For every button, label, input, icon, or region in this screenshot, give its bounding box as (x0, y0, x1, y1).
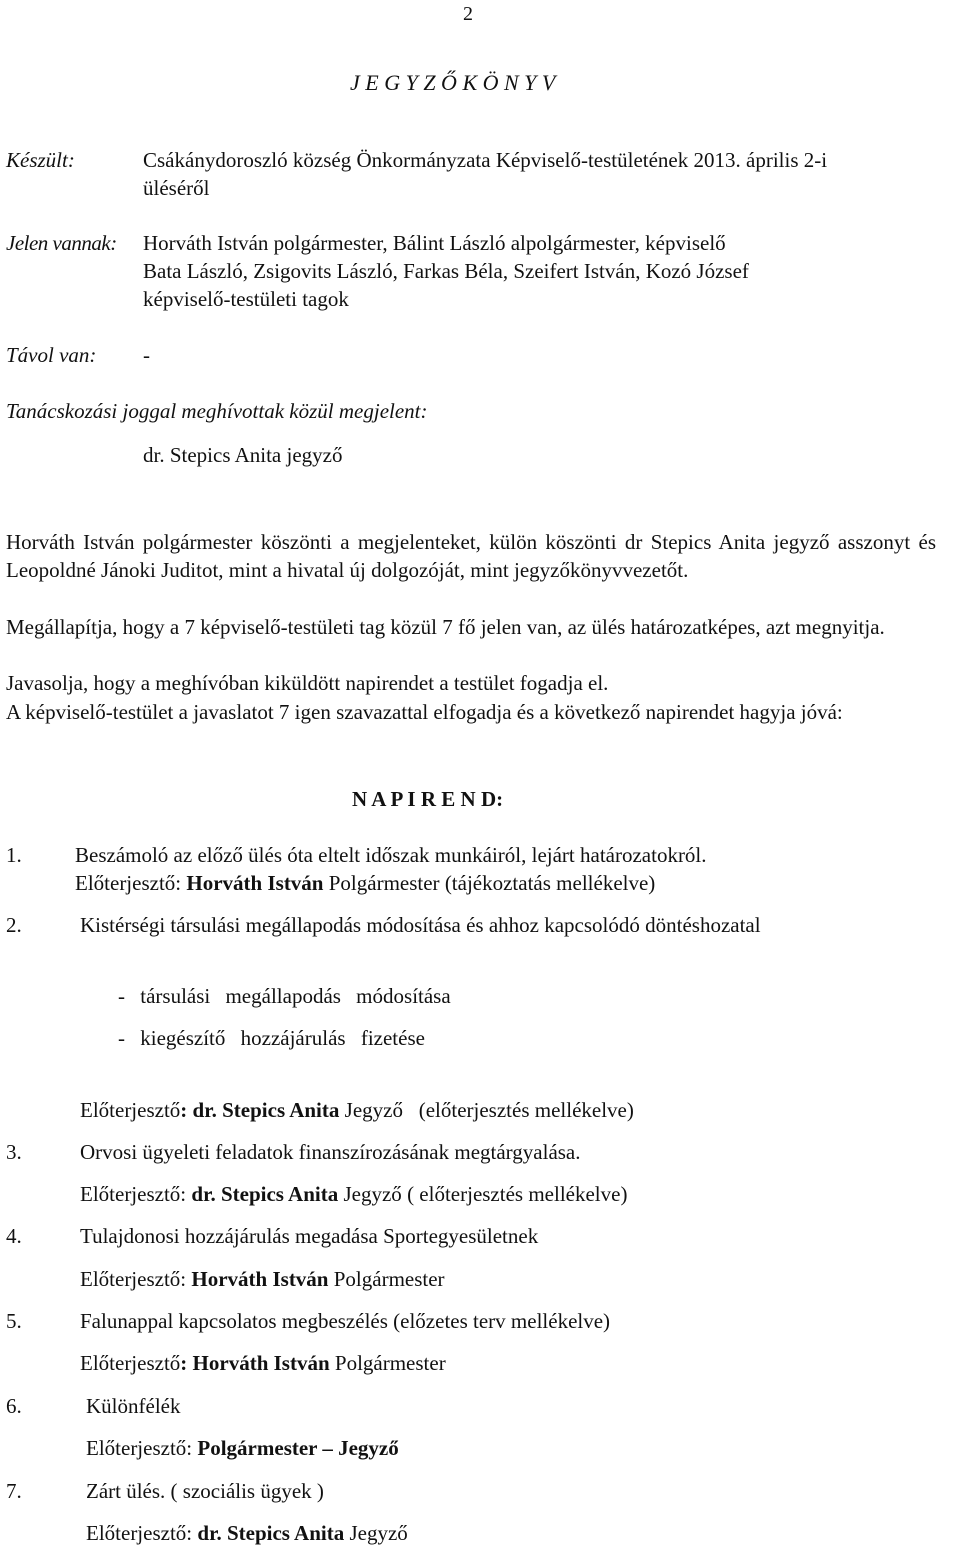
agenda-item-2-number: 2. (6, 913, 22, 937)
presenter-name: dr. Stepics Anita (197, 1521, 345, 1545)
jelen-line-3: képviselő-testületi tagok (143, 287, 349, 311)
agenda-item-6-number: 6. (6, 1394, 22, 1418)
body-paragraph-1: Horváth István polgármester köszönti a megjelenteket, külön köszönti dr Stepics Anita jegyző asszonyt és Leopoldné Jánoki Juditot, mint a hivatal új dolgozóját, mint jegyzőkönyvvezetőt. (6, 530, 936, 582)
agenda-item-7-title: Zárt ülés. ( szociális ügyek ) (86, 1479, 324, 1503)
keszult-label: Készült: (6, 148, 75, 172)
page-number: 2 (463, 3, 473, 25)
presenter-label: Előterjesztő (80, 1098, 181, 1122)
keszult-line-2: üléséről (143, 176, 210, 200)
agenda-item-4-number: 4. (6, 1224, 22, 1248)
agenda-item-1-title: Beszámoló az előző ülés óta eltelt időszak munkáiról, lejárt határozatokról. (75, 843, 707, 867)
agenda-item-2-presenter (80, 1096, 634, 1124)
presenter-role: Polgármester (328, 871, 440, 895)
tavol-label: Távol van: (6, 343, 97, 367)
tanacskozasi-value: dr. Stepics Anita jegyző (143, 443, 343, 467)
presenter-label: Előterjesztő (80, 1351, 181, 1375)
agenda-item-5-presenter (80, 1349, 446, 1377)
presenter-note: (előterjesztés mellékelve) (418, 1098, 634, 1122)
presenter-label: Előterjesztő: (75, 871, 182, 895)
agenda-item-2-title: Kistérségi társulási megállapodás módosítása és ahhoz kapcsolódó döntéshozatal (80, 913, 761, 937)
presenter-name: Horváth István (186, 871, 324, 895)
presenter-label: Előterjesztő: (80, 1267, 187, 1291)
agenda-item-5-title: Falunappal kapcsolatos megbeszélés (előzetes terv mellékelve) (80, 1309, 611, 1333)
jelen-line-1: Horváth István polgármester, Bálint László alpolgármester, képviselő (143, 231, 726, 255)
presenter-name: : dr. Stepics Anita (180, 1098, 340, 1122)
presenter-role: Jegyző (343, 1182, 402, 1206)
presenter-note: (tájékoztatás mellékelve) (444, 871, 656, 895)
agenda-item-3-presenter (80, 1180, 627, 1208)
presenter-label: Előterjesztő: (86, 1436, 193, 1460)
agenda-item-7-presenter (86, 1519, 408, 1547)
jelen-label: Jelen vannak: (6, 231, 117, 255)
agenda-item-5-number: 5. (6, 1309, 22, 1333)
tavol-value: - (143, 343, 150, 367)
agenda-item-7-number: 7. (6, 1479, 22, 1503)
agenda-item-1-number: 1. (6, 843, 22, 867)
agenda-item-6-presenter (86, 1434, 399, 1462)
presenter-role: Polgármester (333, 1267, 445, 1291)
presenter-label: Előterjesztő: (80, 1182, 187, 1206)
agenda-item-4-title: Tulajdonosi hozzájárulás megadása Sportegyesületnek (80, 1224, 539, 1248)
agenda-item-2-subitem-2: - kiegészítő hozzájárulás fizetése (118, 1026, 425, 1050)
agenda-item-6-title: Különfélék (86, 1394, 181, 1418)
body-paragraph-3: Javasolja, hogy a meghívóban kiküldött napirendet a testület fogadja el. (6, 671, 609, 695)
agenda-item-3-title: Orvosi ügyeleti feladatok finanszírozásának megtárgyalása. (80, 1140, 581, 1164)
presenter-role: Polgármester (334, 1351, 446, 1375)
jelen-line-2: Bata László, Zsigovits László, Farkas Béla, Szeifert István, Kozó József (143, 259, 749, 283)
presenter-name: dr. Stepics Anita (191, 1182, 339, 1206)
agenda-item-2-subitem-1: - társulási megállapodás módosítása (118, 984, 451, 1008)
presenter-name: Horváth István (191, 1267, 329, 1291)
presenter-role: Jegyző (349, 1521, 408, 1545)
agenda-item-3-number: 3. (6, 1140, 22, 1164)
agenda-item-4-presenter (80, 1265, 445, 1293)
presenter-name: : Horváth István (180, 1351, 330, 1375)
keszult-line-1: Csákánydoroszló község Önkormányzata Képviselő-testületének 2013. április 2-i (143, 148, 828, 172)
tanacskozasi-label: Tanácskozási joggal meghívottak közül megjelent: (6, 399, 428, 423)
document-title: J E G Y Z Ő K Ö N Y V (350, 70, 556, 95)
agenda-item-1-presenter (75, 869, 655, 897)
presenter-role: Jegyző (344, 1098, 403, 1122)
body-paragraph-2: Megállapítja, hogy a 7 képviselő-testületi tag közül 7 fő jelen van, az ülés határozatképes, azt megnyitja. (6, 615, 885, 639)
presenter-name: Polgármester – Jegyző (197, 1436, 399, 1460)
body-paragraph-4: A képviselő-testület a javaslatot 7 igen szavazattal elfogadja és a következő napirendet hagyja jóvá: (6, 700, 843, 724)
presenter-label: Előterjesztő: (86, 1521, 193, 1545)
napirend-title: N A P I R E N D: (352, 787, 504, 811)
presenter-note: ( előterjesztés mellékelve) (407, 1182, 628, 1206)
